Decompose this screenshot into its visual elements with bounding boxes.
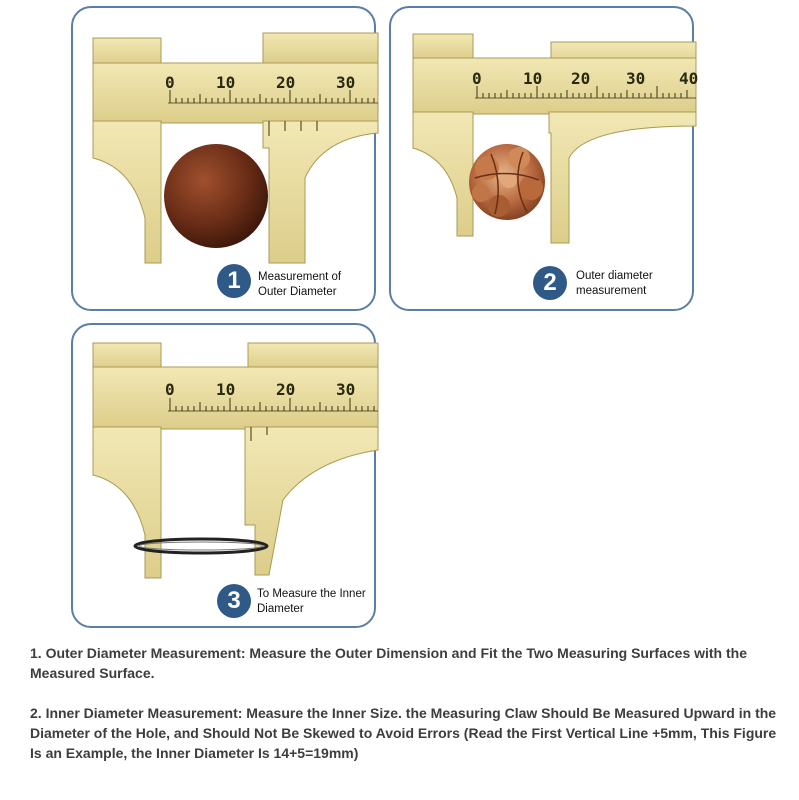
panel-outer-diameter: [71, 6, 376, 311]
scale-label: 20: [276, 380, 296, 399]
panel-outer-diameter-seed: [389, 6, 699, 311]
panel-caption: [257, 587, 377, 617]
panel-caption: [576, 269, 696, 299]
outer-diameter-instruction: 1. Outer Diameter Measurement: Measure the Outer Dimension and Fit the Two Measuring Surfaces with the Measured Surface.: [30, 645, 748, 681]
scale-label: 20: [571, 69, 591, 88]
scale-label: 10: [216, 73, 236, 92]
caliper-illustration: [73, 325, 378, 630]
scale-label: 10: [523, 69, 543, 88]
scale-label: 30: [626, 69, 646, 88]
caption-line: measurement: [576, 285, 647, 297]
caption-line: To Measure the Inner: [257, 588, 366, 600]
step-number-badge: 3: [217, 584, 251, 618]
scale-label: 30: [336, 73, 356, 92]
wooden-bead: [164, 144, 268, 248]
instructions: [30, 643, 790, 783]
caliper-body: [413, 34, 699, 243]
rudraksha-seed: [469, 144, 545, 220]
inner-diameter-instruction: 2. Inner Diameter Measurement: Measure the Inner Size. the Measuring Claw Should Be Measured Upward in the Diameter of the Hole, and Should Not Be Skewed to Avoid Errors (Read the First Vertical Line +5mm, This Figure Is an Example, the Inner Diameter Is 14+5=19mm): [30, 705, 777, 761]
caption-line: Outer Diameter: [258, 286, 337, 298]
scale-label: 0: [472, 69, 482, 88]
caption-line: Diameter: [257, 603, 304, 615]
scale-label: 30: [336, 380, 356, 399]
scale-label: 0: [165, 73, 175, 92]
panel-inner-diameter: [71, 323, 376, 628]
step-number-badge: 1: [217, 264, 251, 298]
caption-line: Measurement of: [258, 271, 342, 283]
caption-line: Outer diameter: [576, 270, 653, 282]
step-number-badge: 2: [533, 266, 567, 300]
scale-label: 40: [679, 69, 699, 88]
scale-label: 10: [216, 380, 236, 399]
scale-label: 0: [165, 380, 175, 399]
scale-label: 20: [276, 73, 296, 92]
panel-caption: [258, 270, 378, 300]
